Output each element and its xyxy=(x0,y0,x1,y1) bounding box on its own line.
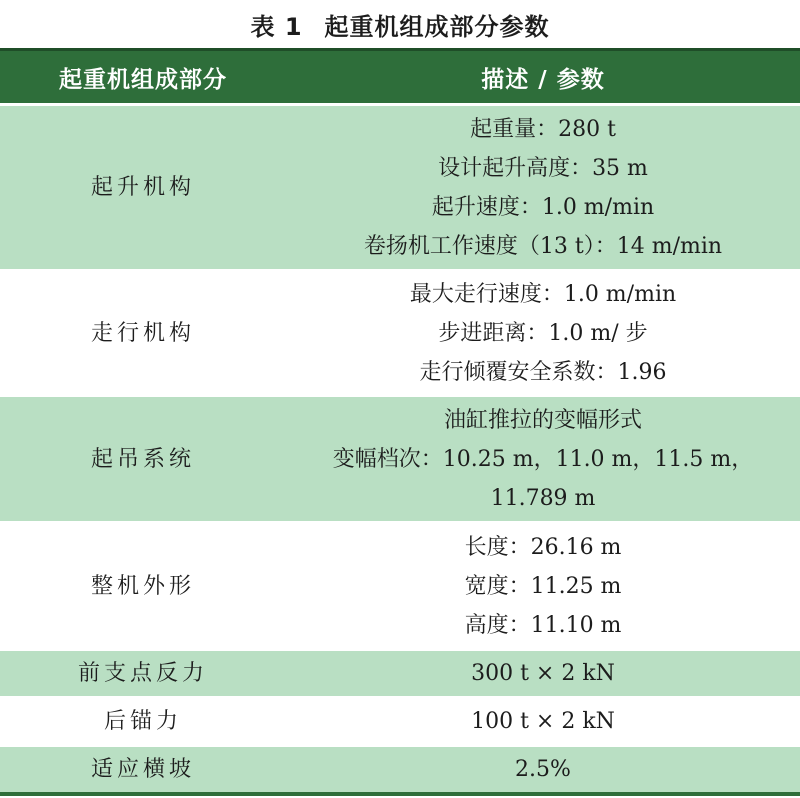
component-description xyxy=(286,105,800,271)
description-line: 卷扬机工作速度（13 t）：14 m/min xyxy=(363,233,723,259)
component-description xyxy=(286,698,800,746)
component-description xyxy=(286,271,800,396)
description-line: 变幅档次：10.25 m，11.0 m，11.5 m， xyxy=(332,446,754,472)
table-row xyxy=(0,650,800,698)
description-line: 走行倾覆安全系数：1.96 xyxy=(419,359,667,385)
description-line: 设计起升高度：35 m xyxy=(438,155,648,181)
table-title: 起重机组成部分参数 xyxy=(324,12,550,41)
parameters-table xyxy=(0,48,800,796)
table-caption xyxy=(0,0,800,48)
description-line: 步进距离：1.0 m/ 步 xyxy=(438,320,648,346)
component-name: 整机外形 xyxy=(0,523,286,650)
header-row xyxy=(0,50,800,105)
table-row xyxy=(0,698,800,746)
component-description xyxy=(286,396,800,523)
table-number: 表 1 xyxy=(250,12,303,41)
table-row xyxy=(0,105,800,271)
header-component: 起重机组成部分 xyxy=(0,50,286,105)
description-line: 300 t × 2 kN xyxy=(471,661,615,686)
component-name: 起升机构 xyxy=(0,105,286,271)
description-line: 油缸推拉的变幅形式 xyxy=(443,407,642,433)
component-name: 起吊系统 xyxy=(0,396,286,523)
description-line: 长度：26.16 m xyxy=(464,534,622,560)
description-line: 起升速度：1.0 m/min xyxy=(431,194,655,220)
component-description xyxy=(286,650,800,698)
description-line: 2.5% xyxy=(515,756,571,782)
table-row xyxy=(0,746,800,794)
component-description xyxy=(286,746,800,794)
component-name: 适应横坡 xyxy=(0,746,286,794)
table-row xyxy=(0,523,800,650)
description-line: 11.789 m xyxy=(490,485,596,511)
description-line: 100 t × 2 kN xyxy=(471,709,615,734)
description-line: 最大走行速度：1.0 m/min xyxy=(409,281,677,307)
table-row xyxy=(0,271,800,396)
component-description xyxy=(286,523,800,650)
component-name: 走行机构 xyxy=(0,271,286,396)
description-line: 宽度：11.25 m xyxy=(464,573,622,599)
table-row xyxy=(0,396,800,523)
component-name: 后锚力 xyxy=(0,698,286,746)
header-description: 描述 / 参数 xyxy=(286,50,800,105)
description-line: 起重量：280 t xyxy=(470,116,616,142)
description-line: 高度：11.10 m xyxy=(464,612,622,638)
component-name: 前支点反力 xyxy=(0,650,286,698)
